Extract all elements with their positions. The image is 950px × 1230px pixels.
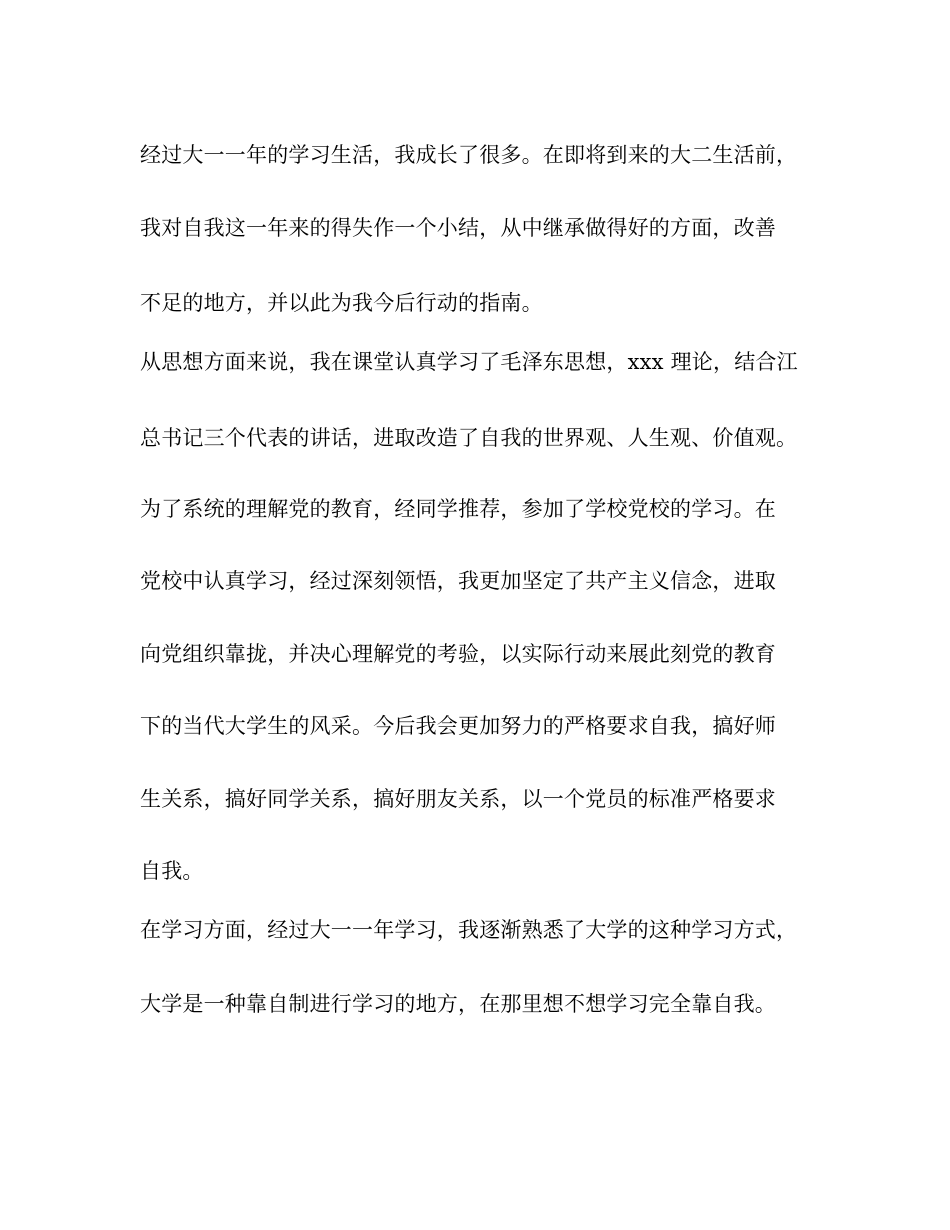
text-line: 生关系，搞好同学关系，搞好朋友关系，以一个党员的标准严格要求 [140,787,776,811]
text-line: 在学习方面，经过大一一年学习，我逐渐熟悉了大学的这种学习方式， [140,918,798,942]
text-line: 为了系统的理解党的教育，经同学推荐，参加了学校党校的学习。在 [140,497,776,521]
text-line: 经过大一一年的学习生活，我成长了很多。在即将到来的大二生活前， [140,143,798,167]
text-line: 我对自我这一年来的得失作一个小结，从中继承做得好的方面，改善 [140,216,776,240]
text-line: 向党组织靠拢，并决心理解党的考验，以实际行动来展此刻党的教育 [140,642,776,666]
text-line: 不足的地方，并以此为我今后行动的指南。 [140,291,543,315]
text-line: 总书记三个代表的讲话，进取改造了自我的世界观、人生观、价值观。 [140,426,798,450]
text-line: 下的当代大学生的风采。今后我会更加努力的严格要求自我，搞好师 [140,714,776,738]
text-line: 自我。 [140,859,204,883]
text-line: 党校中认真学习，经过深刻领悟，我更加坚定了共产主义信念，进取 [140,569,776,593]
text-line: 大学是一种靠自制进行学习的地方，在那里想不想学习完全靠自我。 [140,992,776,1016]
text-line: 从思想方面来说，我在课堂认真学习了毛泽东思想，xxx 理论，结合江 [140,350,798,374]
